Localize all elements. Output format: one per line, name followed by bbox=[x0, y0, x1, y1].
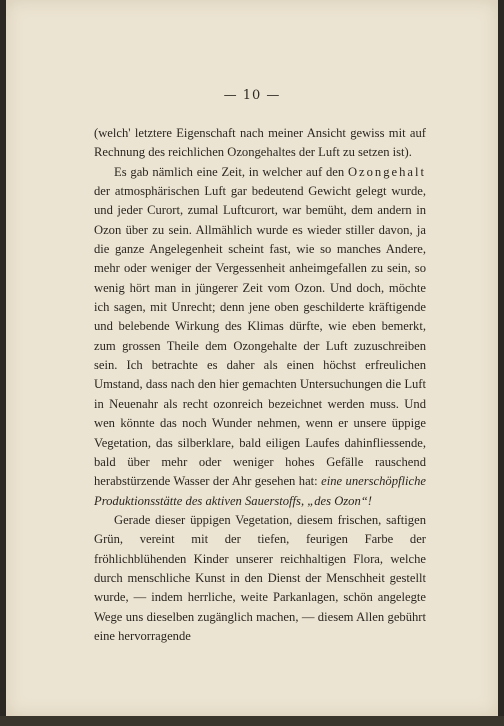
paragraph-2-body: der atmosphärischen Luft gar bedeutend Gewicht gelegt wurde, und jeder Curort, zumal Luftcurort, war bemüht, dem andern in Ozon über zu sein. Allmählich wurde es wieder stiller davon, ja die ganze Angelegenheit scheint fast, wie so manches Andere, mehr oder weniger der Vergessenheit anheimgefallen zu sein, so wenig hört man in jüngerer Zeit vom Ozon. Und doch, möchte ich sagen, mit Unrecht; denn jene oben geschilderte kräftigende und belebende Wirkung des Klimas dürfte, wie eben bemerkt, zum grossen Theile dem Ozongehalte der Luft zuzuschreiben sein. Ich betrachte es daher als einen höchst erfreulichen Umstand, dass nach den hier gemachten Untersuchungen die Luft in Neuenahr als recht ozonreich bezeichnet werden muss. Und wen könnte das noch Wunder nehmen, wenn er unsere üppige Vegetation, das silberklare, bald eiligen Laufes dahinfliessende, bald über mehr oder weniger hohes Gefälle rauschend herabstürzende Wasser der Ahr gesehen hat: bbox=[94, 184, 426, 489]
paragraph-1: (welch' letztere Eigenschaft nach meiner Ansicht gewiss mit auf Rechnung des reichlichen Ozongehaltes der Luft zu setzen ist). bbox=[94, 126, 426, 160]
italic-emphasis: eine unerschöpfliche Produktionsstätte des aktiven Sauerstoffs, „des Ozon“! bbox=[94, 474, 426, 508]
body-text bbox=[94, 124, 426, 646]
paragraph-2 bbox=[94, 163, 426, 511]
page-edge bbox=[0, 716, 504, 726]
paragraph-2-start: Es gab nämlich eine Zeit, in welcher auf den bbox=[114, 164, 348, 179]
book-page bbox=[6, 0, 498, 716]
page-number: — 10 — bbox=[223, 88, 281, 103]
spaced-word-ozongehalt: Ozongehalt bbox=[347, 164, 426, 179]
paragraph-3: Gerade dieser üppigen Vegetation, diesem frischen, saftigen Grün, vereint mit der tiefen, feurigen Farbe der fröhlichblühenden Kinder unserer reichhaltigen Flora, welche durch menschliche Kunst in den Dienst der Menschheit gestellt wurde, — indem herrliche, weite Parkanlagen, schön angelegte Wege uns dieselben zugänglich machen, — diesem Allen gebührt eine hervorragende bbox=[94, 512, 426, 643]
